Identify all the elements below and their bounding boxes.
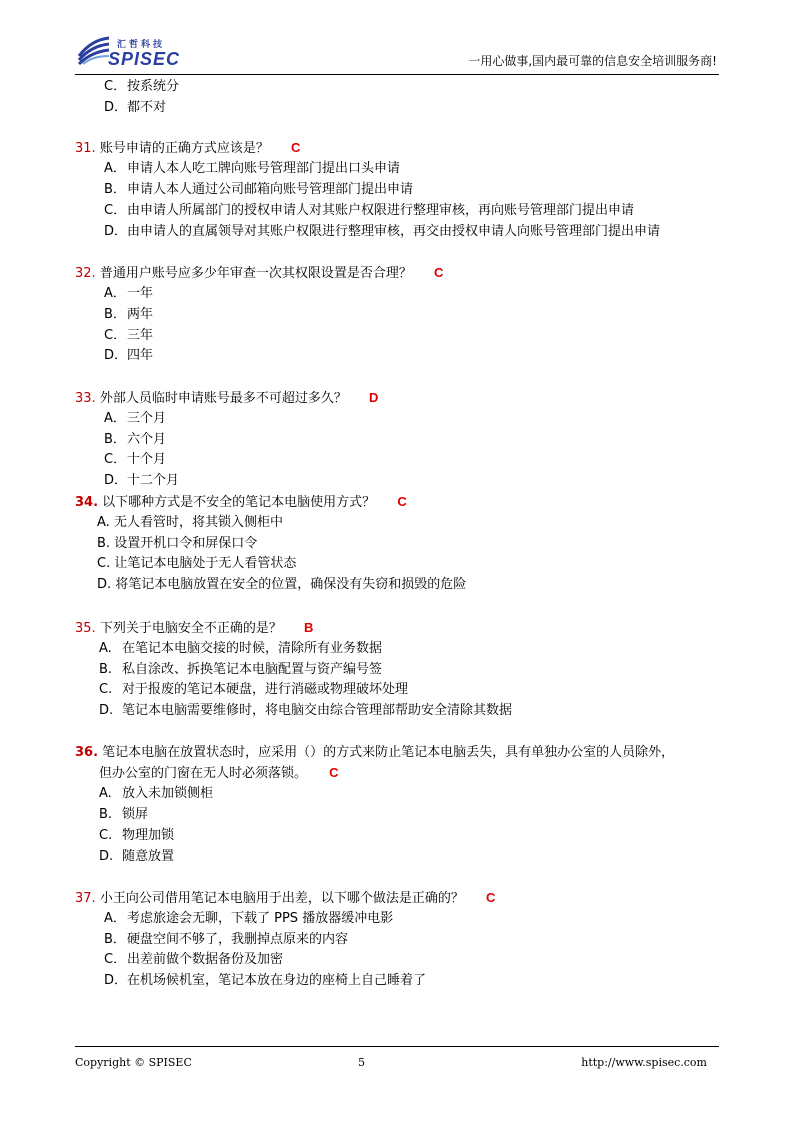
option-letter: A． xyxy=(104,161,126,176)
option-letter: C． xyxy=(104,203,127,218)
option-letter: B． xyxy=(104,182,126,197)
page-footer xyxy=(75,1046,719,1077)
option-item xyxy=(104,99,166,117)
question-title xyxy=(75,139,300,158)
option-item xyxy=(104,451,166,469)
option-item xyxy=(99,640,382,658)
question-title xyxy=(75,264,443,283)
option-text: 让笔记本电脑处于无人看管状态 xyxy=(114,556,297,571)
option-item xyxy=(97,555,296,573)
option-text: 由申请人的直属领导对其账户权限进行整理审核，再交由授权申请人向账号管理部门提出申请 xyxy=(127,224,661,239)
option-item xyxy=(104,181,413,199)
option-item xyxy=(99,785,213,803)
option-letter: B. xyxy=(99,807,113,822)
answer-key: C xyxy=(397,494,407,509)
option-item xyxy=(99,702,512,720)
option-letter: A． xyxy=(104,911,126,926)
option-letter: C. xyxy=(97,556,111,571)
question-text: 下列关于电脑安全不正确的是？ xyxy=(99,621,282,636)
option-letter: D． xyxy=(104,100,128,115)
logo-swoosh-icon xyxy=(77,34,111,66)
option-letter: A. xyxy=(99,641,112,656)
option-letter: D. xyxy=(97,577,112,592)
option-item xyxy=(104,202,634,220)
option-text: 硬盘空间不够了，我删掉点原来的内容 xyxy=(127,932,349,947)
option-item xyxy=(97,535,257,553)
question-number: 31. xyxy=(75,141,96,156)
question-number: 37. xyxy=(75,891,96,906)
option-letter: D． xyxy=(104,348,128,363)
option-item xyxy=(104,410,166,428)
option-text: 十个月 xyxy=(127,452,167,467)
question-text: 外部人员临时申请账号最多不可超过多久？ xyxy=(99,391,347,406)
option-text: 在笔记本电脑交接的时候，清除所有业务数据 xyxy=(122,641,383,656)
option-item xyxy=(104,951,283,969)
option-text: 将笔记本电脑放置在安全的位置，确保没有失窃和损毁的危险 xyxy=(115,577,467,592)
option-item xyxy=(104,931,348,949)
option-text: 四年 xyxy=(127,348,154,363)
option-letter: D． xyxy=(104,473,128,488)
spisec-logo xyxy=(77,34,197,70)
answer-key: C xyxy=(290,140,301,155)
question-text: 普通用户账号应多少年审查一次其权限设置是否合理？ xyxy=(99,266,412,281)
option-item xyxy=(104,431,166,449)
question-text: 以下哪种方式是不安全的笔记本电脑使用方式？ xyxy=(102,495,376,510)
question-text: 账号申请的正确方式应该是？ xyxy=(99,141,269,156)
option-letter: D. xyxy=(99,703,114,718)
option-letter: D． xyxy=(104,224,128,239)
option-text: 三年 xyxy=(127,328,154,343)
option-text: 申请人本人吃工牌向账号管理部门提出口头申请 xyxy=(127,161,401,176)
answer-key: B xyxy=(303,620,314,635)
option-text: 按系统分 xyxy=(127,79,180,94)
option-text: 都不对 xyxy=(127,100,167,115)
option-text: 一年 xyxy=(127,286,154,301)
page-number: 5 xyxy=(358,1056,365,1069)
option-item xyxy=(104,472,179,490)
option-text: 出差前做个数据备份及加密 xyxy=(127,952,284,967)
answer-key: D xyxy=(368,390,379,405)
website-link[interactable]: http://www.spisec.com xyxy=(581,1056,707,1069)
question-number: 33. xyxy=(75,391,96,406)
option-text: 十二个月 xyxy=(127,473,180,488)
option-item xyxy=(104,327,153,345)
answer-key: C xyxy=(433,265,444,280)
option-letter: A. xyxy=(97,515,110,530)
logo-chinese-text: 汇哲科技 xyxy=(117,40,166,50)
option-text: 在机场候机室，笔记本放在身边的座椅上自己睡着了 xyxy=(127,973,427,988)
option-item xyxy=(104,285,153,303)
option-letter: B. xyxy=(99,662,113,677)
option-letter: A． xyxy=(104,286,126,301)
option-letter: C． xyxy=(104,79,127,94)
question-number: 32. xyxy=(75,266,96,281)
option-item xyxy=(99,661,382,679)
option-item xyxy=(99,681,408,699)
question-text: 笔记本电脑在放置状态时，应采用（）的方式来防止笔记本电脑丢失，具有单独办公室的人员除外， xyxy=(102,745,675,760)
option-letter: B． xyxy=(104,307,126,322)
option-letter: C. xyxy=(99,828,113,843)
option-item xyxy=(104,347,153,365)
option-text: 两年 xyxy=(127,307,154,322)
option-letter: C． xyxy=(104,952,127,967)
answer-key: C xyxy=(329,765,339,780)
option-text: 三个月 xyxy=(127,411,167,426)
option-text: 考虑旅途会无聊，下载了 PPS 播放器缓冲电影 xyxy=(127,911,394,926)
option-item xyxy=(99,827,174,845)
option-letter: B． xyxy=(104,432,126,447)
answer-key: C xyxy=(485,890,496,905)
question-text-continued xyxy=(99,764,339,783)
page-header xyxy=(75,30,719,75)
question-title xyxy=(75,619,313,638)
question-title xyxy=(75,889,495,908)
option-letter: C． xyxy=(104,452,127,467)
option-text: 设置开机口令和屏保口令 xyxy=(114,536,258,551)
option-item xyxy=(104,160,400,178)
option-letter: C. xyxy=(99,682,113,697)
option-text: 无人看管时，将其锁入侧柜中 xyxy=(113,515,283,530)
question-title xyxy=(75,493,407,512)
option-letter: A. xyxy=(99,786,112,801)
question-number: 35. xyxy=(75,621,96,636)
question-number: 34. xyxy=(75,495,99,510)
option-text: 由申请人所属部门的授权申请人对其账户权限进行整理审核，再向账号管理部门提出申请 xyxy=(127,203,635,218)
option-text: 申请人本人通过公司邮箱向账号管理部门提出申请 xyxy=(127,182,414,197)
option-item xyxy=(97,576,466,594)
option-text: 六个月 xyxy=(127,432,167,447)
question-number: 36. xyxy=(75,745,99,760)
option-text: 私自涂改、拆换笔记本电脑配置与资产编号签 xyxy=(122,662,383,677)
question-text: 小王向公司借用笔记本电脑用于出差，以下哪个做法是正确的？ xyxy=(99,891,464,906)
option-item xyxy=(104,223,660,241)
copyright-text: Copyright © SPISEC xyxy=(75,1056,192,1069)
option-text: 物理加锁 xyxy=(122,828,175,843)
option-letter: A． xyxy=(104,411,126,426)
header-tagline: 一用心做事,国内最可靠的信息安全培训服务商! xyxy=(468,54,717,68)
option-item xyxy=(99,848,174,866)
option-text: 对于报废的笔记本硬盘，进行消磁或物理破坏处理 xyxy=(122,682,409,697)
option-item xyxy=(104,910,393,928)
option-letter: B. xyxy=(97,536,111,551)
option-letter: C． xyxy=(104,328,127,343)
option-text: 笔记本电脑需要维修时，将电脑交由综合管理部帮助安全清除其数据 xyxy=(122,703,513,718)
option-letter: D． xyxy=(104,973,128,988)
option-item xyxy=(104,972,426,990)
question-title xyxy=(75,389,378,408)
option-letter: B． xyxy=(104,932,126,947)
logo-english-text: SPISEC xyxy=(108,49,181,69)
option-item xyxy=(104,306,153,324)
option-item xyxy=(97,514,283,532)
option-text: 随意放置 xyxy=(122,849,175,864)
option-item xyxy=(104,78,179,96)
question-text: 但办公室的门窗在无人时必须落锁。 xyxy=(99,766,308,781)
option-item xyxy=(99,806,148,824)
option-text: 锁屏 xyxy=(122,807,149,822)
option-letter: D. xyxy=(99,849,114,864)
option-text: 放入未加锁侧柜 xyxy=(122,786,214,801)
question-title xyxy=(75,744,674,762)
